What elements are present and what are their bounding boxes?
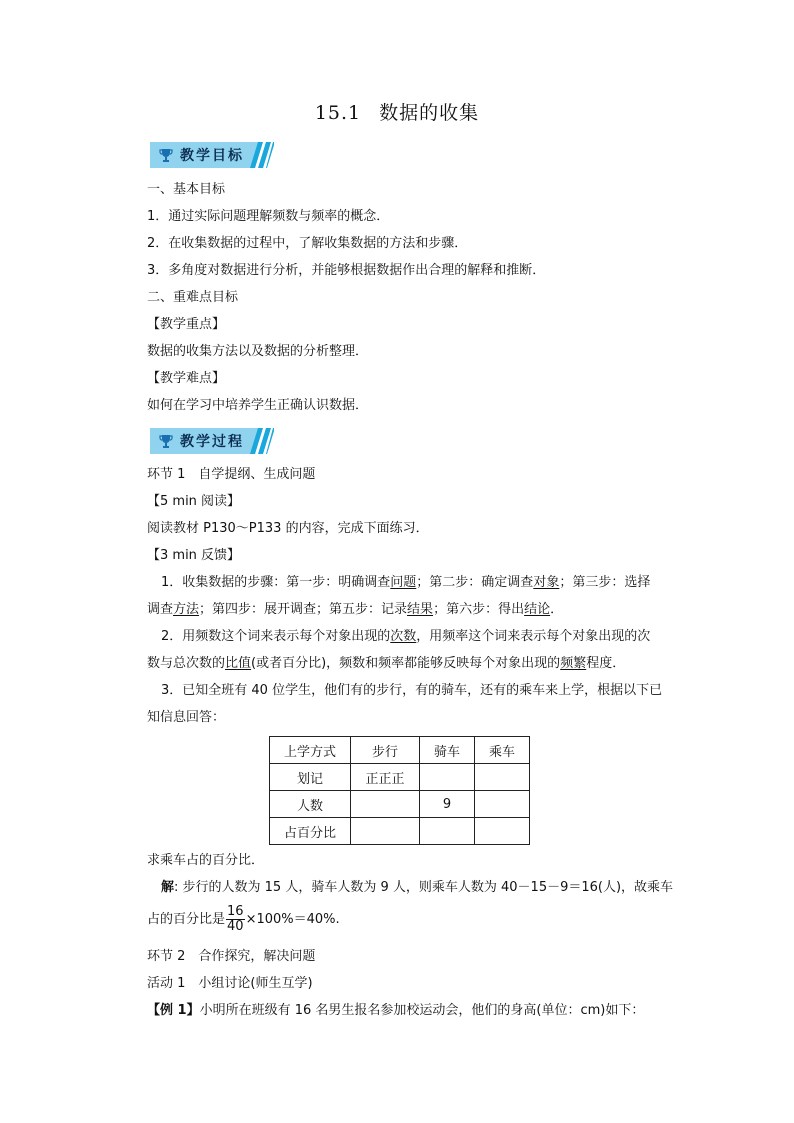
- goals-banner: [150, 142, 274, 168]
- example-1: [147, 1002, 644, 1020]
- example-text: 小明所在班级有 16 名男生报名参加校运动会，他们的身高(单位：cm)如下：: [199, 1003, 645, 1018]
- table-header-cell: 步行: [351, 737, 420, 764]
- table-header-cell: 骑车: [420, 737, 475, 764]
- page-title: [0, 98, 794, 125]
- question-1-line-1: 1．收集数据的步骤：第一步：明确调查问题；第二步：确定调查对象；第三步：选择: [161, 575, 651, 590]
- key-goals-heading: 二、重难点目标: [147, 290, 239, 305]
- feedback-label: 【3 min 反馈】: [147, 548, 241, 563]
- table-cell: 占百分比: [270, 818, 351, 845]
- step-1-heading: 环节 1 自学提纲、生成问题: [147, 467, 316, 482]
- goal-item-1: 1．通过实际问题理解频数与频率的概念．: [147, 209, 390, 224]
- basic-goals-heading: 一、基本目标: [147, 182, 226, 197]
- read-text: 阅读教材 P130～P133 的内容，完成下面练习．: [147, 521, 429, 536]
- difficulty-label: 【教学难点】: [147, 371, 226, 386]
- section-title: 数据的收集: [379, 102, 480, 124]
- table-cell: 划记: [270, 764, 351, 791]
- table-header-cell: 乘车: [475, 737, 530, 764]
- table-cell: [351, 818, 420, 845]
- table-cell: [420, 818, 475, 845]
- commute-table: [269, 736, 530, 845]
- solution-label: 解: [161, 880, 175, 895]
- table-cell: [351, 791, 420, 818]
- example-label: 【例 1】: [147, 1003, 200, 1018]
- table-header-cell: 上学方式: [270, 737, 351, 764]
- question-3-line-1: 3．已知全班有 40 位学生，他们有的步行，有的骑车，还有的乘车来上学，根据以下已: [161, 683, 663, 698]
- solution-line-1: 解: 步行的人数为 15 人，骑车人数为 9 人，则乘车人数为 40－15－9＝16(人)，故乘车: [161, 880, 674, 895]
- question-2-line-2: 数与总次数的比值(或者百分比)，频数和频率都能够反映每个对象出现的频繁程度．: [147, 656, 626, 671]
- focus-text: 数据的收集方法以及数据的分析整理．: [147, 344, 369, 359]
- question-3-ask: 求乘车占的百分比．: [147, 853, 265, 868]
- process-banner-label: 教学过程: [180, 434, 244, 450]
- fraction: $\frac{16}{40}$: [227, 904, 244, 934]
- section-number: 15.1: [314, 102, 362, 124]
- focus-label: 【教学重点】: [147, 317, 226, 332]
- activity-1-heading: 活动 1 小组讨论(师生互学): [147, 976, 313, 991]
- step-2-heading: 环节 2 合作探究，解决问题: [147, 949, 316, 964]
- question-2-line-1: 2．用频数这个词来表示每个对象出现的次数，用频率这个词来表示每个对象出现的次: [161, 629, 651, 644]
- table-cell: 正正正: [351, 764, 420, 791]
- table-cell: 人数: [270, 791, 351, 818]
- process-banner: [150, 428, 274, 454]
- table-cell: [475, 818, 530, 845]
- difficulty-text: 如何在学习中培养学生正确认识数据．: [147, 398, 369, 413]
- goal-item-2: 2．在收集数据的过程中，了解收集数据的方法和步骤．: [147, 236, 468, 251]
- goal-item-3: 3．多角度对数据进行分析，并能够根据数据作出合理的解释和推断．: [147, 263, 546, 278]
- question-3-line-2: 知信息回答：: [147, 710, 226, 725]
- table-header-row: [270, 737, 530, 764]
- table-row: [270, 764, 530, 791]
- table-row: [270, 791, 530, 818]
- trophy-icon: [158, 433, 174, 449]
- goals-banner-label: 教学目标: [180, 148, 244, 164]
- table-cell: [420, 764, 475, 791]
- table-cell: [475, 764, 530, 791]
- trophy-icon: [158, 147, 174, 163]
- table-row: [270, 818, 530, 845]
- question-1-line-2: 调查方法；第四步：展开调查；第五步：记录结果；第六步：得出结论．: [147, 602, 564, 617]
- solution-line-2: 占的百分比是 $\frac{16}{40}$ ×100%＝40%.: [147, 904, 340, 934]
- read-label: 【5 min 阅读】: [147, 494, 241, 509]
- table-cell: 9: [420, 791, 475, 818]
- table-cell: [475, 791, 530, 818]
